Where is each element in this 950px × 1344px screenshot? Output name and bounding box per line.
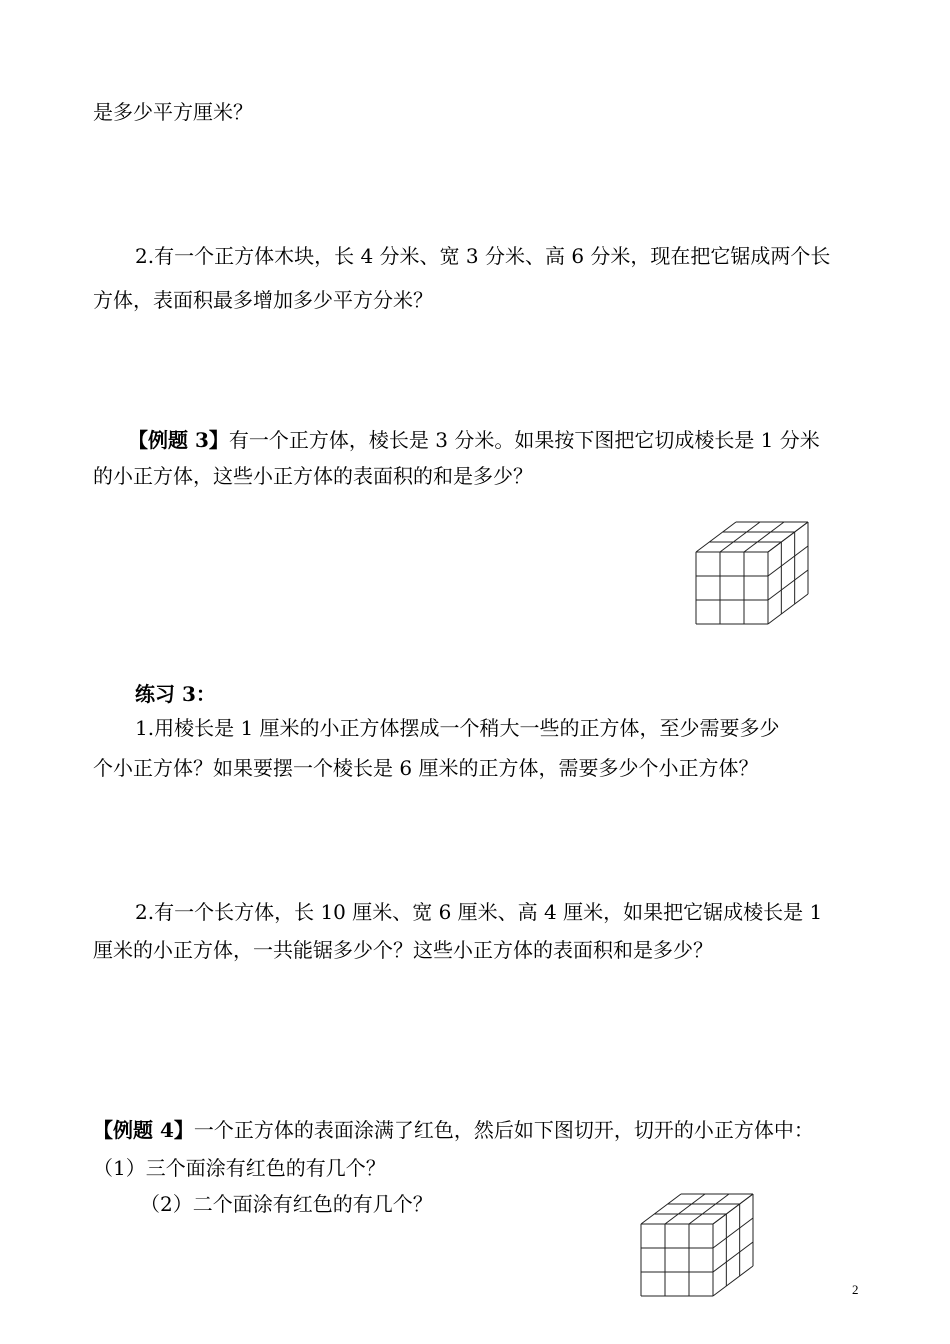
- example-label: 【例题 4】: [93, 1118, 194, 1142]
- text-line: 的小正方体，这些小正方体的表面积的和是多少？: [93, 464, 533, 488]
- cube-grid-line: [713, 1266, 753, 1296]
- example-label: 【例题 3】: [128, 428, 229, 452]
- text-line: 厘米的小正方体，一共能锯多少个？这些小正方体的表面积和是多少？: [93, 938, 713, 962]
- cube-grid-line: [696, 522, 736, 552]
- text-line: 个小正方体？如果要摆一个棱长是 6 厘米的正方体，需要多少个小正方体？: [93, 756, 759, 780]
- cube-grid-line: [713, 1218, 753, 1248]
- cube-grid-line: [744, 522, 784, 552]
- cube-3x3-figure: [692, 518, 812, 633]
- cube-grid-line: [641, 1194, 681, 1224]
- cube-grid-line: [768, 570, 808, 600]
- cube-grid-line: [665, 1194, 705, 1224]
- example-text: 有一个正方体，棱长是 3 分米。如果按下图把它切成棱长是 1 分米: [228, 428, 820, 452]
- cube-grid-line: [768, 546, 808, 576]
- question-1: （1）三个面涂有红色的有几个？: [93, 1156, 386, 1180]
- cube-grid-line: [713, 1194, 753, 1224]
- text-line: 2.有一个正方体木块，长 4 分米、宽 3 分米、高 6 分米，现在把它锯成两个长: [135, 244, 831, 268]
- cube-grid-line: [689, 1194, 729, 1224]
- text-line: 是多少平方厘米？: [93, 100, 253, 124]
- example-text: 一个正方体的表面涂满了红色，然后如下图切开，切开的小正方体中：: [193, 1118, 814, 1142]
- text-line: 方体，表面积最多增加多少平方分米？: [93, 288, 433, 312]
- cube-grid-line: [720, 522, 760, 552]
- exercise-3-heading: 练习 3：: [135, 682, 216, 706]
- example-4-line: [93, 1120, 814, 1140]
- cube-grid-line: [713, 1242, 753, 1272]
- cube-grid-line: [768, 594, 808, 624]
- page-number: 2: [852, 1282, 859, 1297]
- cube-3x3-figure: [637, 1190, 757, 1305]
- question-2: （2）二个面涂有红色的有几个？: [140, 1192, 433, 1216]
- text-line: 2.有一个长方体，长 10 厘米、宽 6 厘米、高 4 厘米，如果把它锯成棱长是 1: [135, 900, 823, 924]
- example-3-line: [128, 430, 820, 450]
- cube-grid-line: [768, 522, 808, 552]
- text-line: 1.用棱长是 1 厘米的小正方体摆成一个稍大一些的正方体，至少需要多少: [135, 716, 780, 740]
